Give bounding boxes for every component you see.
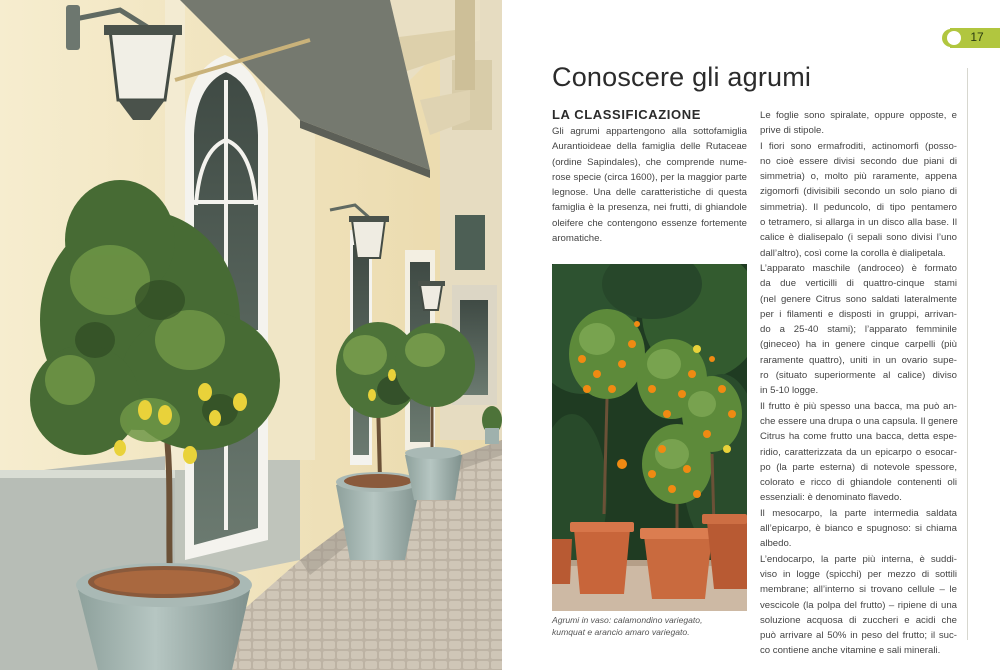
text-line: famiglia è la presenza, nei frutti, di ghiandole <box>552 202 747 214</box>
text-line: I fiori sono ermafroditi, actinomorfi (posso- <box>760 140 957 152</box>
text-line: albedo. <box>760 538 792 550</box>
planter-large <box>76 563 252 670</box>
text-line: ro (situato superiormente al calice) diviso <box>760 370 957 382</box>
text-line: all’epicarpo, è bianco e spugnoso: si chiama <box>760 523 957 535</box>
text-line: viso in logge (spicchi) per mezzo di sottili <box>760 568 957 580</box>
vertical-rule <box>967 68 968 640</box>
text-line: o tetramero, si allarga in un disco alla base. Il <box>760 217 957 229</box>
text-line: simmetria). Il peduncolo, di tipo pentamero <box>760 201 957 213</box>
text-line: Il mesocarpo, la parte intermedia saldata <box>760 507 957 519</box>
text-line: dall’altro), così come la corolla è dialipetala. <box>760 247 946 259</box>
text-line: rose specie (circa 1600), per la maggior parte <box>552 171 747 183</box>
text-line: (gineceo) ha in genere cinque carpelli (più <box>760 339 957 351</box>
text-line: Citrus ha come frutto una bacca, detta espe- <box>760 431 957 443</box>
text-line: aromatiche. <box>552 233 603 245</box>
text-line: no cioè essere divisi secondo due piani di <box>760 155 957 167</box>
text-line: do a 25-40 stami); l’apparato femminile <box>760 324 957 336</box>
page-number-tab <box>942 28 1000 48</box>
text-line: zigomorfi (divisibili secondo un solo piano di <box>760 186 957 198</box>
caption-line: Agrumi in vaso: calamondino variegato, <box>552 615 703 625</box>
text-line: Le foglie sono spiralate, oppure opposte, e <box>760 110 957 121</box>
text-line: membrane; all’interno si trovano cellule – le <box>760 584 957 596</box>
text-line: raramente quattro), uniti in un ovario supe- <box>760 354 957 366</box>
text-line: ridio, caratterizzata da un epicarpo o esocar- <box>760 446 957 458</box>
potted-citrus-drawing <box>552 264 747 611</box>
text-line: vescicole (la polpa del frutto) – ripiene di una <box>760 599 957 611</box>
text-line: L’apparato maschile (androceo) è formato <box>760 262 957 274</box>
text-line: prive di stipole. <box>760 125 824 137</box>
text-line: può arrivare al 50% in peso del frutto; il suc- <box>760 630 957 642</box>
text-line: Gli agrumi appartengono alla sottofamiglia <box>552 126 747 137</box>
page-number: 17 <box>970 30 984 44</box>
text-line: Aurantioideae della famiglia delle Rutaceae <box>552 141 747 153</box>
page-tab-ring-icon <box>947 31 961 45</box>
text-line: calice è dialisepalo (i sepali sono divisi l’uno <box>760 232 957 244</box>
photo-caption <box>552 614 752 638</box>
text-line: legnose. Una delle caratteristiche di questa <box>552 187 747 199</box>
potted-citrus-photo <box>552 264 747 611</box>
text-line: L’endocarpo, la parte più interna, è suddi- <box>760 553 957 565</box>
text-line: po (la parte esterna) di notevole spessore, <box>760 461 957 473</box>
text-line: (nel genere Citrus sono saldati lateralmente <box>760 293 957 305</box>
text-line: co contiene anche vitamine e sali minerali. <box>760 645 941 657</box>
text-line: in 5-10 logge. <box>760 385 819 397</box>
text-line: soluzione acquosa di zuccheri e acidi che <box>760 614 957 626</box>
page-title: Conoscere gli agrumi <box>552 62 812 92</box>
text-line: (ordine Sapindales), che comprende nume- <box>552 156 747 168</box>
text-line: da due verticilli di quattro-cinque stami <box>760 278 957 290</box>
text-line: simmetria) o, molto più raramente, appena <box>760 171 957 183</box>
text-line: oleifere che contengono essenze fortemente <box>552 217 747 229</box>
text-page <box>502 0 1000 670</box>
text-line: Il frutto è più spesso una bacca, ma può an- <box>760 400 957 412</box>
body-column-right <box>760 108 957 659</box>
section-heading: LA CLASSIFICAZIONE <box>552 107 701 122</box>
text-line: essenziali: è denominato flavedo. <box>760 492 902 504</box>
text-line: che essere una drupa o una capsula. Il genere <box>760 415 958 427</box>
text-line: colorato e ricco di ghiandole contenenti oli <box>760 477 957 489</box>
body-column-left <box>552 124 747 246</box>
text-line: per i filamenti e disposti in gruppi, arrivan- <box>760 308 957 320</box>
caption-line: kumquat e arancio amaro variegato. <box>552 627 690 637</box>
